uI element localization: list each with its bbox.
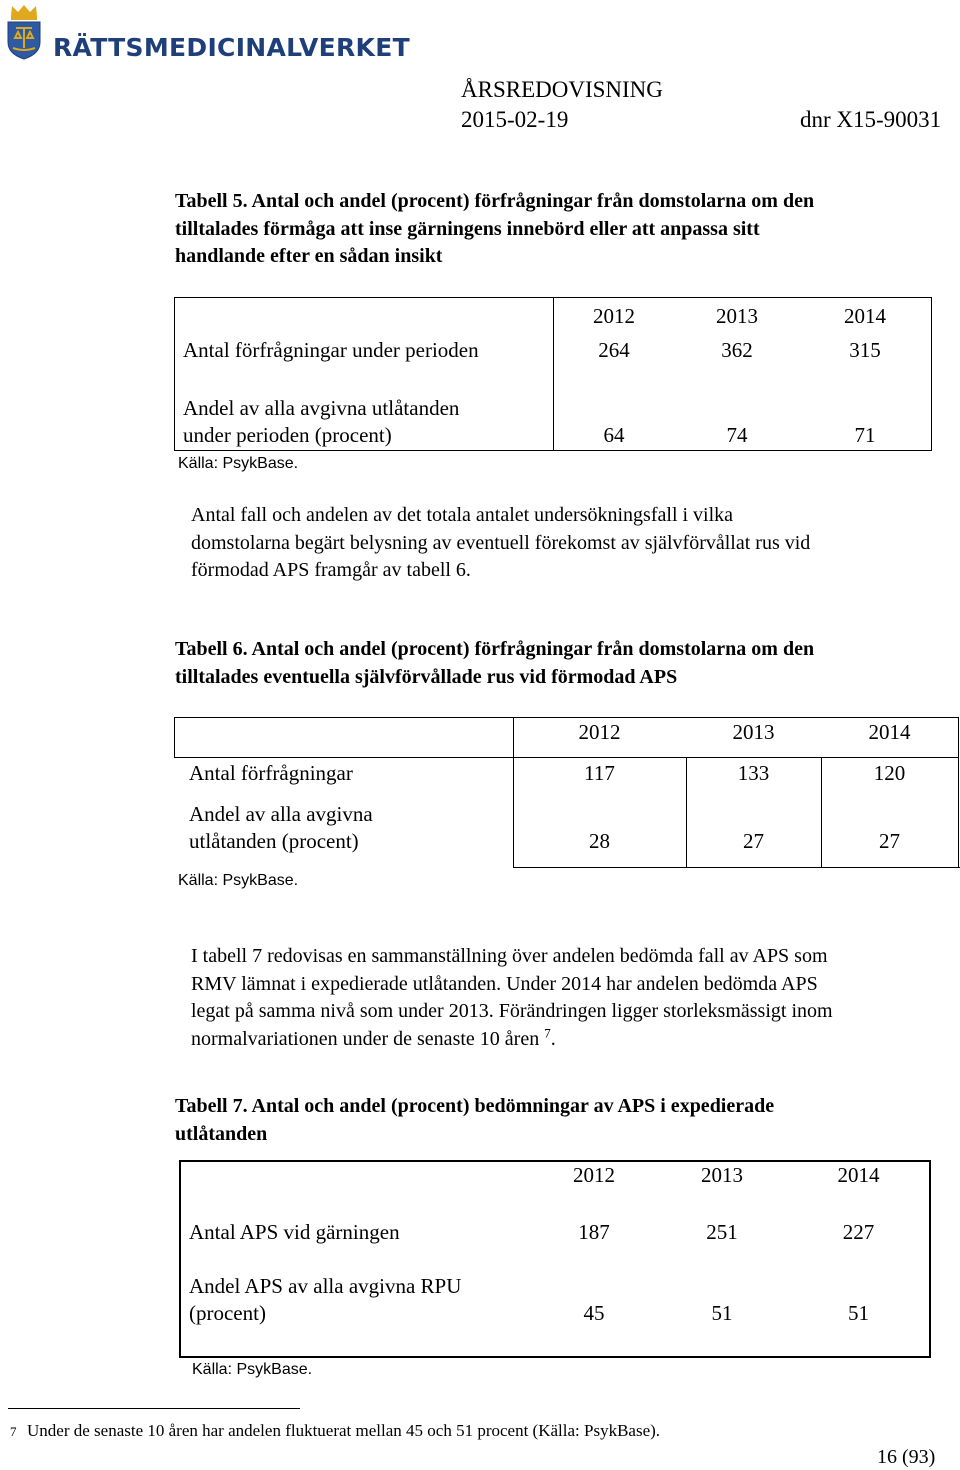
table6-year-2012: 2012 xyxy=(578,720,621,744)
table6-source: Källa: PsykBase. xyxy=(178,872,299,889)
table5-row2-label-line-2: under perioden (procent) xyxy=(183,423,392,447)
document-reference: dnr X15-90031 xyxy=(800,107,942,132)
table7-row1-2012: 187 xyxy=(578,1220,610,1244)
paragraph2-line-3: legat på samma nivå som under 2013. Förändringen ligger storleksmässigt inom xyxy=(191,1000,833,1022)
table7-row2-2014: 51 xyxy=(848,1301,869,1325)
table7-caption-line-1: Tabell 7. Antal och andel (procent) bedömningar av APS i expedierade xyxy=(175,1095,775,1117)
table7-year-2012: 2012 xyxy=(573,1163,615,1187)
organization-name: RÄTTSMEDICINALVERKET xyxy=(53,33,410,62)
table5-row1-2012: 264 xyxy=(598,338,630,362)
footnote-separator xyxy=(8,1408,300,1409)
table6-row2-2012: 28 xyxy=(589,829,610,853)
table6-row2-label-line-1: Andel av alla avgivna xyxy=(189,802,373,826)
table5-year-2014: 2014 xyxy=(844,304,886,328)
paragraph2-line-2: RMV lämnat i expedierade utlåtanden. Under 2014 har andelen bedömda APS xyxy=(191,972,818,995)
footnote-reference[interactable]: 7 xyxy=(544,1024,551,1040)
table7-row2-label-line-1: Andel APS av alla avgivna RPU xyxy=(189,1274,462,1298)
table6-row2-label-line-2: utlåtanden (procent) xyxy=(189,829,359,853)
table7-row1-2013: 251 xyxy=(706,1220,738,1244)
table5-row2-2012: 64 xyxy=(603,423,625,447)
paragraph2-line-1: I tabell 7 redovisas en sammanställning över andelen bedömda fall av APS som xyxy=(191,945,828,967)
footnote-text: Under de senaste 10 åren har andelen fluktuerat mellan 45 och 51 procent (Källa: PsykBase). xyxy=(27,1421,661,1440)
table6-row2-2013: 27 xyxy=(743,829,764,853)
table5-caption-line-2: tilltalades förmåga att inse gärningens innebörd eller att anpassa sitt xyxy=(175,217,760,240)
table7-row2-label-line-2: (procent) xyxy=(189,1301,266,1325)
table6-row1-2012: 117 xyxy=(584,761,615,785)
table5-year-2013: 2013 xyxy=(716,304,758,328)
table5-caption-line-1: Tabell 5. Antal och andel (procent) förfrågningar från domstolarna om den xyxy=(175,190,815,212)
table7-source: Källa: PsykBase. xyxy=(192,1361,313,1378)
crown-shield-logo-icon xyxy=(2,4,46,60)
page-number: 16 (93) xyxy=(877,1446,936,1468)
table6-row1-2013: 133 xyxy=(737,761,770,785)
table6-year-2013: 2013 xyxy=(732,720,775,744)
table7-row1-2014: 227 xyxy=(842,1220,875,1244)
document-type: ÅRSREDOVISNING xyxy=(461,77,663,102)
paragraph1-line-3: förmodad APS framgår av tabell 6. xyxy=(191,559,471,581)
table6-caption-line-1: Tabell 6. Antal och andel (procent) förfrågningar från domstolarna om den xyxy=(175,638,815,660)
table7-row1-label: Antal APS vid gärningen xyxy=(189,1220,400,1244)
table5-year-2012: 2012 xyxy=(593,304,635,328)
table5-row1-2013: 362 xyxy=(721,338,753,362)
footnote-number: 7 xyxy=(10,1424,17,1439)
table5-row2-2013: 74 xyxy=(726,423,748,447)
document-date: 2015-02-19 xyxy=(461,107,569,132)
table5-row1-label: Antal förfrågningar under perioden xyxy=(183,338,479,362)
table6-row2-2014: 27 xyxy=(879,829,900,853)
paragraph1-line-2: domstolarna begärt belysning av eventuell förekomst av självförvållat rus vid xyxy=(191,531,811,554)
table6-year-2014: 2014 xyxy=(868,720,911,744)
table5-row2-2014: 71 xyxy=(854,423,876,447)
table6-caption-line-2: tilltalades eventuella självförvållade rus vid förmodad APS xyxy=(175,665,678,688)
table7-year-2013: 2013 xyxy=(701,1163,743,1187)
table5-source: Källa: PsykBase. xyxy=(178,455,299,472)
table6-row1-2014: 120 xyxy=(873,761,906,785)
table7-row2-2013: 51 xyxy=(711,1301,733,1325)
table5-caption-line-3: handlande efter en sådan insikt xyxy=(175,245,443,267)
paragraph2-line-4: normalvariationen under de senaste 10 åren $^7$. xyxy=(191,1024,556,1050)
table7-row2-2012: 45 xyxy=(583,1301,605,1325)
table7-year-2014: 2014 xyxy=(837,1163,880,1187)
paragraph1-line-1: Antal fall och andelen av det totala antalet undersökningsfall i vilka xyxy=(191,504,734,526)
table7-caption-line-2: utlåtanden xyxy=(175,1122,268,1145)
table5-row2-label-line-1: Andel av alla avgivna utlåtanden xyxy=(183,396,460,420)
table6-row1-label: Antal förfrågningar xyxy=(189,761,353,785)
table5-row1-2014: 315 xyxy=(849,338,881,362)
